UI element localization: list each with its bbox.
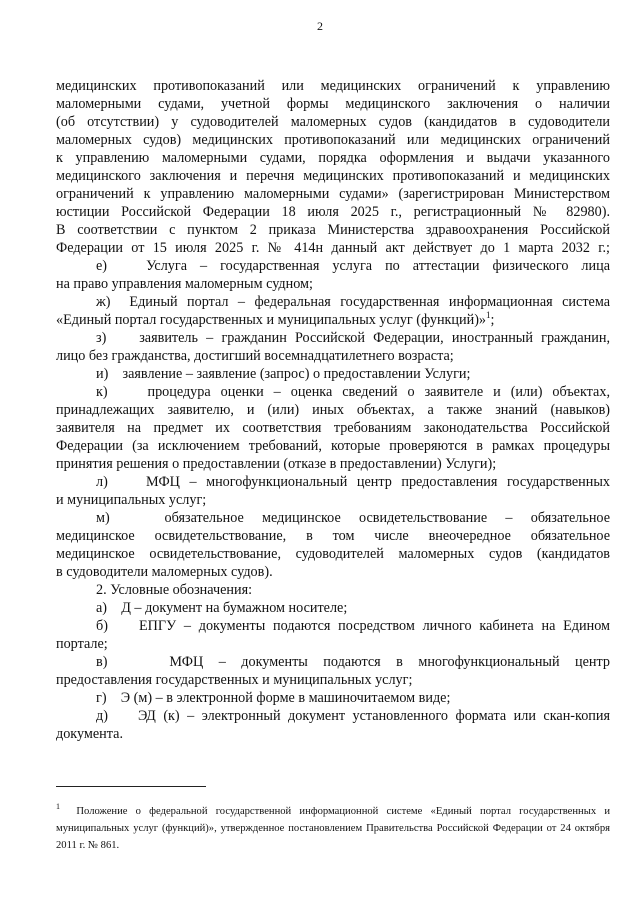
list-item-a: а) Д – документ на бумажном носителе;: [96, 600, 348, 616]
body-line: маломерными судами, учетной формы медицинского заключения о наличии: [56, 96, 610, 112]
page-number: 2: [317, 19, 323, 33]
list-item-i: и) заявление – заявление (запрос) о предоставлении Услуги;: [96, 366, 471, 382]
body-line: [56, 311, 610, 329]
list-item-m: м) обязательное медицинское освидетельствование – обязательное: [96, 510, 610, 526]
body-line: ограничений к управлению маломерными судами» (зарегистрирован Министерством: [56, 186, 610, 202]
body-line: медицинских противопоказаний или медицинских ограничений к управлению: [56, 78, 610, 94]
body-line: к управлению маломерными судами, порядка оформления и выдачи указанного: [56, 150, 610, 166]
footnote-number: 1: [56, 802, 60, 811]
list-item-l: л) МФЦ – многофункциональный центр предоставления государственных: [96, 474, 610, 490]
list-item-g: г) Э (м) – в электронной форме в машиночитаемом виде;: [96, 690, 451, 706]
footnote-line: муниципальных услуг (функций)», утвержденное постановлением Правительства Российской Федерации от 24 октября: [56, 823, 610, 834]
footnote-reference-suffix: ;: [490, 312, 495, 328]
body-line: лицо без гражданства, достигший восемнадцатилетнего возраста;: [56, 348, 454, 364]
list-item-v: в) МФЦ – документы подаются в многофункциональный центр: [96, 654, 610, 670]
body-line: Федерации (за исключением требований, которые проверяются в рамках процедуры: [56, 438, 610, 454]
body-line: предоставления государственных и муниципальных услуг;: [56, 672, 413, 688]
body-line: и муниципальных услуг;: [56, 492, 207, 508]
body-line: на право управления маломерным судном;: [56, 276, 313, 292]
list-item-d: д) ЭД (к) – электронный документ установленного формата или скан-копия: [96, 708, 610, 724]
section-heading: 2. Условные обозначения:: [96, 582, 253, 598]
footnote-text: Положение о федеральной государственной информационной системе «Единый портал государственных и: [76, 806, 610, 817]
footnote-line: [56, 804, 610, 819]
list-item-b: б) ЕПГУ – документы подаются посредством личного кабинета на Едином: [96, 618, 610, 634]
body-line: медицинского заключения и перечня медицинских противопоказаний и медицинских: [56, 168, 610, 184]
body-line: портале;: [56, 636, 108, 652]
body-line-text: «Единый портал государственных и муниципальных услуг (функций)»: [56, 312, 487, 328]
body-line: маломерных судов) медицинских противопоказаний или медицинских ограничений: [56, 132, 610, 148]
body-line: медицинское освидетельствование, в том числе внеочередное обязательное: [56, 528, 610, 544]
body-line: медицинское освидетельствование, судоводителей маломерных судов (кандидатов: [56, 546, 610, 562]
footnote-separator: [56, 786, 206, 787]
list-item-e: е) Услуга – государственная услуга по аттестации физического лица: [96, 258, 610, 274]
footnote-reference: 1: [486, 310, 491, 320]
body-line: в судоводители маломерных судов).: [56, 564, 273, 580]
body-line: (об отсутствии) у судоводителей маломерных судов (кандидатов в судоводители: [56, 114, 610, 130]
list-item-z: з) заявитель – гражданин Российской Федерации, иностранный гражданин,: [96, 330, 610, 346]
list-item-zh: ж) Единый портал – федеральная государственная информационная система: [96, 294, 610, 310]
body-line: принадлежащих заявителю, и (или) иных объектах, а также знаний (навыков): [56, 402, 610, 418]
body-line: документа.: [56, 726, 123, 742]
body-line: юстиции Российской Федерации 18 июля 2025 г., регистрационный № 82980).: [56, 204, 610, 220]
body-line: принятия решения о предоставлении (отказе в предоставлении) Услуги);: [56, 456, 497, 472]
body-line: В соответствии с пунктом 2 приказа Министерства здравоохранения Российской: [56, 222, 610, 238]
body-line: заявителя на предмет их соответствия требованиям законодательства Российской: [56, 420, 610, 436]
list-item-k: к) процедура оценки – оценка сведений о заявителе и (или) объектах,: [96, 384, 610, 400]
footnote-line: 2011 г. № 861.: [56, 840, 120, 851]
body-line: Федерации от 15 июля 2025 г. № 414н данный акт действует до 1 марта 2032 г.;: [56, 240, 610, 256]
